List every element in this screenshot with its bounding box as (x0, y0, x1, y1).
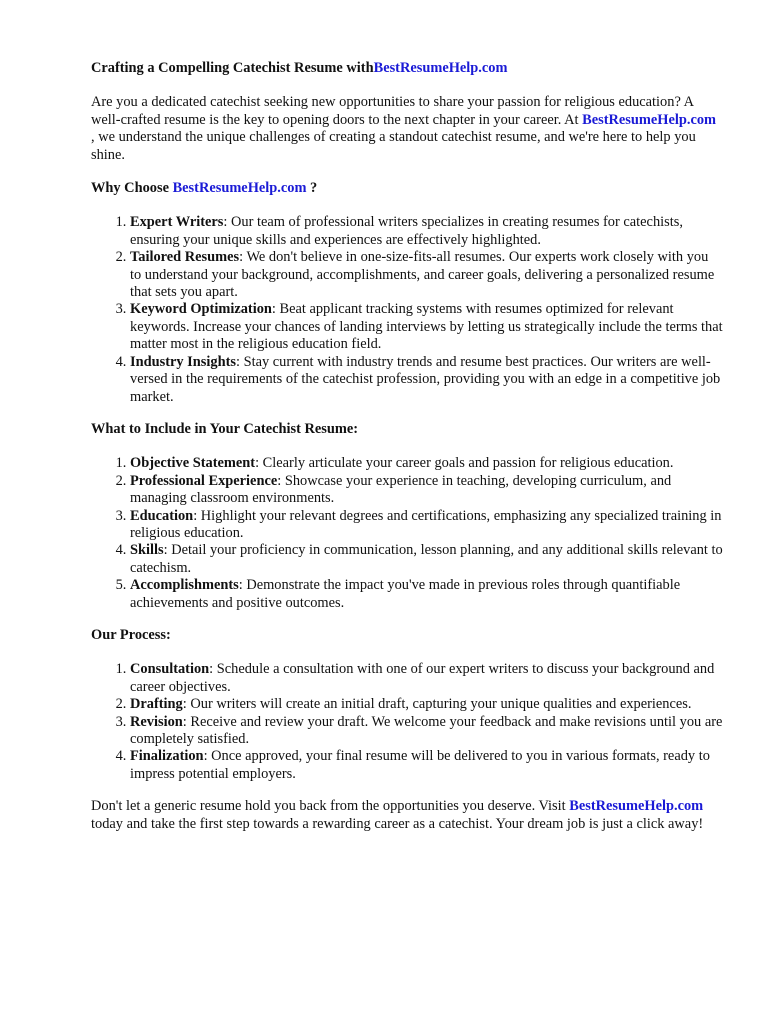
list-item (130, 577, 723, 612)
what-to-include-heading: What to Include in Your Catechist Resume: (91, 420, 359, 437)
why-choose-list (91, 214, 723, 405)
list-item (130, 542, 723, 577)
closing-site-link[interactable]: BestResumeHelp.com (569, 798, 704, 815)
list-item-text: : Once approved, your final resume will be delivered to you in various formats, ready to impress potential employers. (130, 748, 710, 782)
list-item-term: Industry Insights (130, 353, 236, 370)
list-item-text: : Beat applicant tracking systems with resumes optimized for relevant keywords. Increase your chances of landing interviews by letting us strategically include the terms that matter most in the religious education field. (130, 301, 723, 353)
list-item-term: Drafting (130, 696, 183, 713)
document-page (91, 60, 723, 849)
list-item-term: Accomplishments (130, 577, 239, 594)
closing-text-after: today and take the first step towards a rewarding career as a catechist. Your dream job is just a click away! (91, 815, 704, 832)
why-heading-site-link[interactable]: BestResumeHelp.com (172, 180, 307, 197)
page-title-text: Crafting a Compelling Catechist Resume with (91, 60, 374, 76)
list-item (130, 696, 723, 713)
intro-paragraph (91, 94, 723, 164)
why-heading-before: Why Choose (91, 180, 173, 197)
why-choose-heading (91, 180, 723, 197)
list-item-term: Revision (130, 713, 183, 730)
list-item (130, 301, 723, 353)
list-item-text: : Stay current with industry trends and resume best practices. Our writers are well-versed in the requirements of the catechist profession, providing you with an edge in a competitive job market. (130, 353, 721, 405)
why-heading-after: ? (306, 180, 318, 197)
list-item-text: : Detail your proficiency in communication, lesson planning, and any additional skills relevant to catechism. (130, 542, 723, 576)
list-item-term: Professional Experience (130, 472, 278, 489)
list-item-term: Tailored Resumes (130, 249, 240, 266)
list-item (130, 508, 723, 543)
list-item-text: : Highlight your relevant degrees and certifications, emphasizing any specialized training in religious education. (130, 507, 722, 541)
our-process-list (91, 661, 723, 783)
list-item-term: Keyword Optimization (130, 301, 272, 318)
title-site-link[interactable]: BestResumeHelp.com (373, 60, 508, 76)
list-item (130, 473, 723, 508)
page-title (91, 60, 723, 77)
list-item (130, 714, 723, 749)
list-item-text: : Schedule a consultation with one of our expert writers to discuss your background and career objectives. (130, 661, 715, 695)
list-item (130, 748, 723, 783)
intro-text-after: , we understand the unique challenges of creating a standout catechist resume, and we're here to help you shine. (91, 129, 696, 163)
intro-text-before: Are you a dedicated catechist seeking new opportunities to share your passion for religious education? A well-crafted resume is the key to opening doors to the next chapter in your career. At (91, 94, 694, 128)
intro-site-link[interactable]: BestResumeHelp.com (582, 111, 717, 128)
list-item-term: Finalization (130, 748, 204, 765)
list-item-term: Education (130, 507, 194, 524)
list-item-term: Expert Writers (130, 214, 224, 231)
list-item (130, 249, 723, 301)
list-item-text: : Receive and review your draft. We welcome your feedback and make revisions until you are completely satisfied. (130, 713, 723, 747)
list-item-text: : Clearly articulate your career goals and passion for religious education. (255, 455, 674, 472)
what-to-include-list (91, 455, 723, 612)
list-item-term: Consultation (130, 661, 210, 678)
list-item (130, 214, 723, 249)
our-process-heading: Our Process: (91, 626, 171, 643)
list-item-text: : Showcase your experience in teaching, developing curriculum, and managing classroom environments. (130, 472, 672, 507)
list-item (130, 661, 723, 696)
list-item-text: : Demonstrate the impact you've made in previous roles through quantifiable achievements and positive outcomes. (130, 577, 681, 611)
list-item-text: : We don't believe in one-size-fits-all resumes. Our experts work closely with you to understand your background, accomplishments, and career goals, delivering a personalized resume that sets you apart. (130, 249, 715, 301)
list-item (130, 354, 723, 406)
list-item (130, 455, 723, 472)
closing-text-before: Don't let a generic resume hold you back from the opportunities you deserve. Visit (91, 798, 570, 815)
closing-paragraph (91, 798, 723, 833)
list-item-text: : Our writers will create an initial draft, capturing your unique qualities and experiences. (182, 696, 692, 713)
list-item-term: Skills (130, 542, 164, 559)
list-item-term: Objective Statement (130, 455, 256, 472)
list-item-text: : Our team of professional writers specializes in creating resumes for catechists, ensuring your unique skills and experiences are effectively highlighted. (130, 214, 683, 248)
